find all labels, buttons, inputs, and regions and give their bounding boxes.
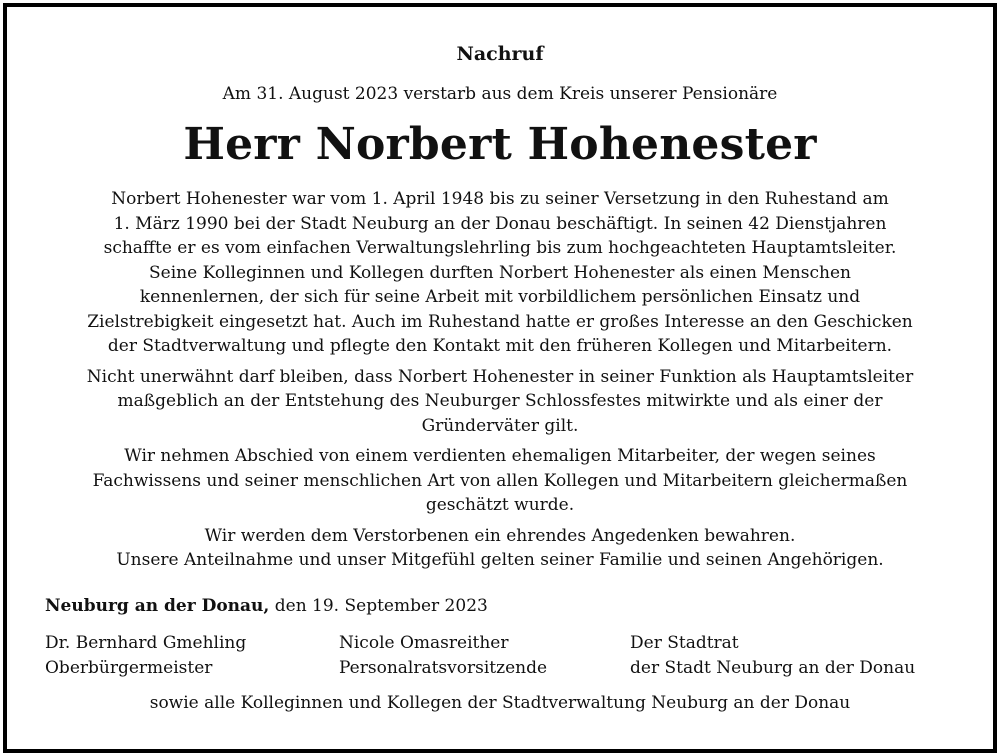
signatory-name: Nicole Omasreither xyxy=(339,633,509,653)
body-line: Unsere Anteilnahme und unser Mitgefühl gelten seiner Familie und seinen Angehörigen. xyxy=(116,550,884,570)
body-paragraph-4 xyxy=(31,524,969,573)
body-paragraph-2 xyxy=(31,365,969,439)
body-line: der Stadtverwaltung und pflegte den Kontakt mit den früheren Kollegen und Mitarbeitern. xyxy=(107,336,893,356)
body-line: 1. März 1990 bei der Stadt Neuburg an der Donau beschäftigt. In seinen 42 Dienstjahren xyxy=(113,213,887,234)
signatory-name: Dr. Bernhard Gmehling xyxy=(45,633,247,653)
body-line: Zielstrebigkeit eingesetzt hat. Auch im Ruhestand hatte er großes Interesse an den Geschicken xyxy=(87,311,913,332)
body-line: maßgeblich an der Entstehung des Neuburger Schlossfestes mitwirkte und als einer der xyxy=(117,391,883,411)
obituary-frame xyxy=(3,3,997,753)
notice-intro: Am 31. August 2023 verstarb aus dem Kreis unserer Pensionäre xyxy=(222,84,778,104)
body-line: Seine Kolleginnen und Kollegen durften Norbert Hohenester als einen Menschen xyxy=(149,262,851,283)
signatory-title: Personalratsvorsitzende xyxy=(339,657,548,678)
body-line: geschätzt wurde. xyxy=(425,495,575,515)
signatory-mayor xyxy=(45,631,246,680)
signatory-title: Oberbürgermeister xyxy=(45,657,213,678)
deceased-name: Herr Norbert Hohenester xyxy=(183,119,817,170)
obituary-content xyxy=(7,7,993,749)
body-line: Wir nehmen Abschied von einem verdienten ehemaligen Mitarbeiter, der wegen seines xyxy=(124,446,876,466)
body-paragraph-1 xyxy=(31,187,969,359)
dateline-date: den 19. September 2023 xyxy=(274,596,488,616)
signatory-title: der Stadt Neuburg an der Donau xyxy=(630,657,916,678)
body-paragraph-3 xyxy=(31,444,969,518)
body-line: Fachwissens und seiner menschlichen Art von allen Kollegen und Mitarbeitern gleichermaßen xyxy=(92,470,908,491)
body-line: Wir werden dem Verstorbenen ein ehrendes Angedenken bewahren. xyxy=(204,525,796,546)
dateline xyxy=(45,596,488,616)
body-line: Norbert Hohenester war vom 1. April 1948 bis zu seiner Versetzung in den Ruhestand am xyxy=(111,189,889,209)
signatory-name: Der Stadtrat xyxy=(630,633,739,653)
body-line: kennenlernen, der sich für seine Arbeit mit vorbildlichem persönlichen Einsatz und xyxy=(139,287,861,307)
signatory-city-council xyxy=(630,631,915,680)
obituary-body xyxy=(31,187,969,579)
body-line: Nicht unerwähnt darf bleiben, dass Norbert Hohenester in seiner Funktion als Hauptamtsleiter xyxy=(86,366,914,387)
body-line: Gründerväter gilt. xyxy=(421,415,579,436)
signatory-staff-council xyxy=(339,631,547,680)
dateline-place: Neuburg an der Donau, xyxy=(45,596,270,616)
notice-label: Nachruf xyxy=(456,43,544,65)
body-line: schaffte er es vom einfachen Verwaltungslehrling bis zum hochgeachteten Hauptamtsleiter. xyxy=(103,238,897,258)
closing-line: sowie alle Kolleginnen und Kollegen der Stadtverwaltung Neuburg an der Donau xyxy=(149,693,851,713)
